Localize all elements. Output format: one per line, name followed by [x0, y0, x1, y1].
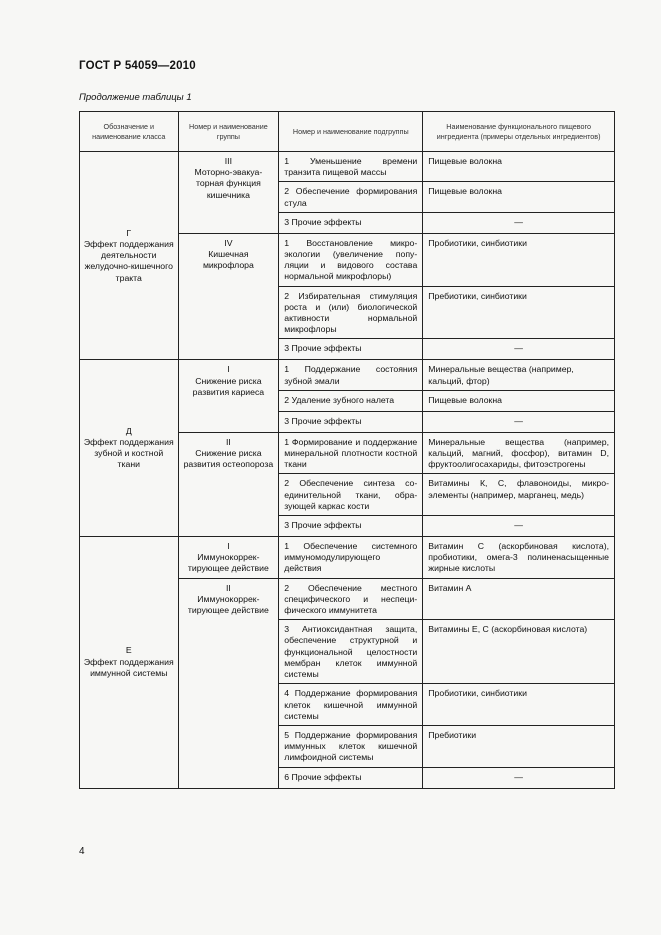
ingredient-cell: Пищевые волокна [423, 182, 615, 212]
class-cell-e: Е Эффект поддержания иммунной системы [80, 537, 179, 788]
table-row [80, 152, 615, 182]
ingredient-cell: Пробиотики, синбиотики [423, 684, 615, 726]
header-ingredient: Наименование функционального пищевого ингредиента (примеры отдельных ингредиентов) [423, 112, 615, 152]
ingredient-cell: Минеральные вещества (например, кальций, магний, фосфор), витамин D, фруктоолигосахариды, фитоэстрогены [423, 432, 615, 474]
ingredient-cell: — [423, 339, 615, 360]
standard-number: ГОСТ Р 54059—2010 [79, 60, 196, 72]
subgroup-cell: 2 Обеспечение местного специфического и неспецифического иммунитета [279, 578, 423, 620]
ingredient-cell: Пищевые волокна [423, 152, 615, 182]
subgroup-cell: 3 Прочие эффекты [279, 411, 423, 432]
functional-ingredients-table [79, 111, 615, 789]
subgroup-cell: 1 Поддержание состояния зубной эмали [279, 360, 423, 390]
subgroup-cell: 1 Обеспечение системного иммуномодулирующего действия [279, 537, 423, 579]
ingredient-cell: Витамин С (аскорбиновая кислота), пробиотики, омега-3 полиненасыщенные жирные кислоты [423, 537, 615, 579]
subgroup-cell: 4 Поддержание формирования клеток кишечной иммунной системы [279, 684, 423, 726]
header-group: Номер и наименование группы [178, 112, 279, 152]
class-cell-d: Д Эффект поддержания зубной и костной ткани [80, 360, 179, 537]
group-cell-d1: I Снижение риска развития кариеса [178, 360, 279, 432]
group-cell-e2: II Иммунокорректирующее действие [178, 578, 279, 788]
subgroup-cell: 2 Обеспечение формирования стула [279, 182, 423, 212]
subgroup-cell: 2 Удаление зубного налета [279, 390, 423, 411]
ingredient-cell: Пребиотики, синбиотики [423, 286, 615, 339]
header-subgroup: Номер и наименование подгруппы [279, 112, 423, 152]
header-class: Обозначение и наименование класса [80, 112, 179, 152]
ingredient-cell: Витамины К, С, флавоноиды, микроэлементы (например, марганец, медь) [423, 474, 615, 516]
subgroup-cell: 2 Обеспечение синтеза соединительной ткани, образующей каркас кости [279, 474, 423, 516]
subgroup-cell: 1 Уменьшение времени транзита пищевой массы [279, 152, 423, 182]
table-header-row [80, 112, 615, 152]
ingredient-cell: Витамин А [423, 578, 615, 620]
subgroup-cell: 1 Формирование и поддержание минеральной плотности костной ткани [279, 432, 423, 474]
subgroup-cell: 6 Прочие эффекты [279, 767, 423, 788]
ingredient-cell: — [423, 411, 615, 432]
group-cell-d2: II Снижение риска развития остеопороза [178, 432, 279, 536]
subgroup-cell: 3 Прочие эффекты [279, 339, 423, 360]
ingredient-cell: Пребиотики [423, 725, 615, 767]
ingredient-cell: — [423, 767, 615, 788]
ingredient-cell: Минеральные вещества (например, кальций, фтор) [423, 360, 615, 390]
group-cell-g4: IV Кишечная микрофлора [178, 233, 279, 360]
ingredient-cell: Пищевые волокна [423, 390, 615, 411]
group-cell-e1: I Иммунокорректирующее действие [178, 537, 279, 579]
subgroup-cell: 2 Избирательная стимуляция роста и (или) биологической активности нормальной микрофлоры [279, 286, 423, 339]
subgroup-cell: 5 Поддержание формирования иммунных клеток кишечной лимфоидной системы [279, 725, 423, 767]
subgroup-cell: 1 Восстановление микроэкологии (увеличение популяции и видового состава нормальной микрофлоры) [279, 233, 423, 286]
ingredient-cell: — [423, 212, 615, 233]
table-row [80, 537, 615, 579]
table-row [80, 360, 615, 390]
ingredient-cell: — [423, 516, 615, 537]
table-caption: Продолжение таблицы 1 [79, 92, 192, 103]
page-number: 4 [79, 846, 85, 857]
class-cell-g: Г Эффект поддержания деятельности желудочно-кишечного тракта [80, 152, 179, 360]
subgroup-cell: 3 Прочие эффекты [279, 516, 423, 537]
subgroup-cell: 3 Прочие эффекты [279, 212, 423, 233]
subgroup-cell: 3 Антиоксидантная защита, обеспечение структурной и функциональной целостности мембран клеток иммунной системы [279, 620, 423, 684]
ingredient-cell: Витамины Е, С (аскорбиновая кислота) [423, 620, 615, 684]
group-cell-g3: III Моторно-эвакуаторная функция кишечника [178, 152, 279, 234]
ingredient-cell: Пробиотики, синбиотики [423, 233, 615, 286]
